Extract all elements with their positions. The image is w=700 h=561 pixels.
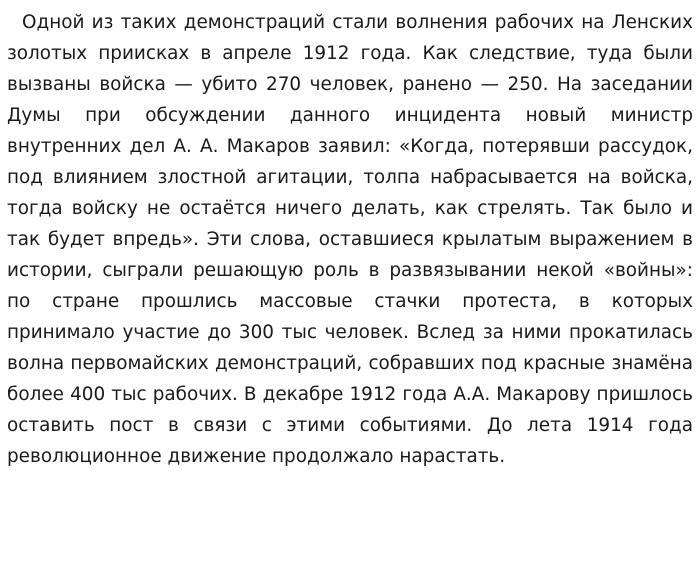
document-body [7,7,693,472]
body-paragraph: Одной из таких демонстраций стали волнения рабочих на Ленских золотых приисках в апреле 1912 года. Как следствие, туда были вызваны войска — убито 270 человек, ранено — 250. На заседании Думы при обсуждении данного инцидента новый министр внутренних дел А. А. Макаров заявил: «Когда, потерявши рассудок, под влиянием злостной агитации, толпа набрасывается на войска, тогда войску не остаётся ничего делать, как стрелять. Так было и так будет впредь». Эти слова, оставшиеся крылатым выражением в истории, сыграли решающую роль в развязывании некой «войны»: по стране прошлись массовые стачки протеста, в которых принимало участие до 300 тыс человек. Вслед за ними прокатилась волна первомайских демонстраций, собравших под красные знамёна более 400 тыс рабочих. В декабре 1912 года А.А. Макарову пришлось оставить пост в связи с этими событиями. До лета 1914 года революционное движение продолжало нарастать. [7,12,693,467]
